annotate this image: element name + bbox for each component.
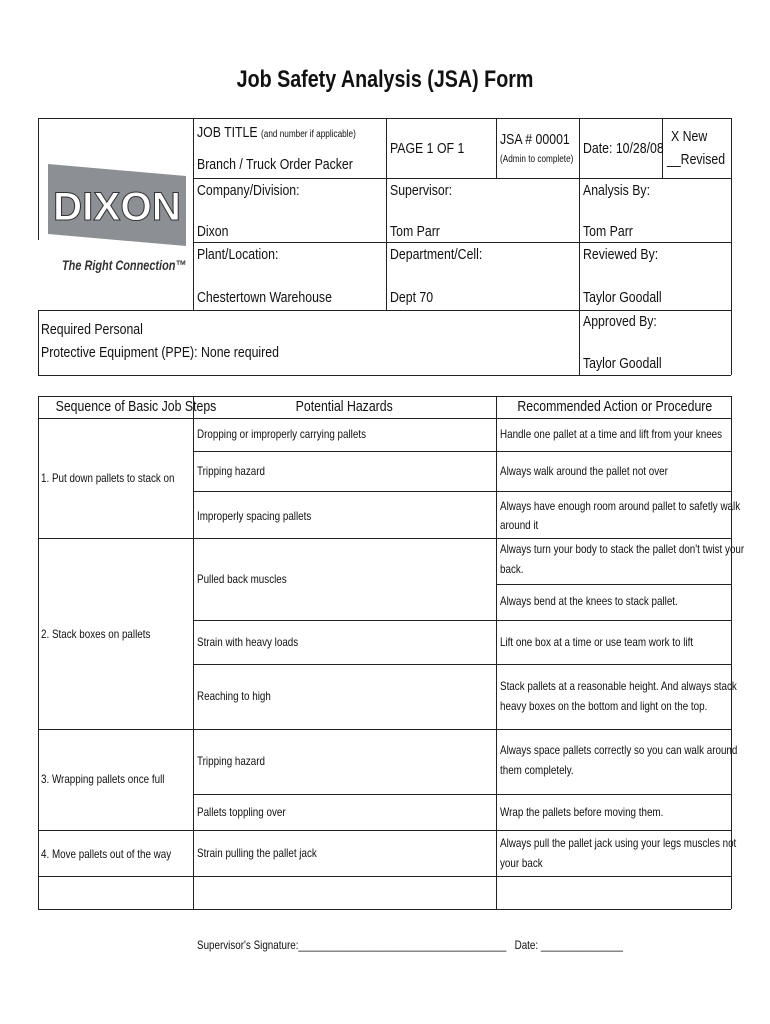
action: Always have enough room around pallet to safetly walk (500, 499, 741, 513)
analysis-label: Analysis By: (583, 182, 650, 199)
supervisor-value: Tom Parr (390, 223, 440, 240)
status-new: X New (671, 128, 708, 145)
hazard: Improperly spacing pallets (197, 509, 312, 523)
action: Handle one pallet at a time and lift from your knees (500, 427, 723, 441)
action: them completely. (500, 763, 574, 777)
jsa-note: (Admin to complete) (500, 154, 574, 165)
page-number: PAGE 1 OF 1 (390, 140, 465, 157)
dixon-logo (44, 160, 190, 250)
hazard: Strain pulling the pallet jack (197, 846, 317, 860)
action: Always turn your body to stack the pallet don't twist your (500, 542, 745, 556)
form-title: Job Safety Analysis (JSA) Form (236, 66, 534, 93)
ppe-label: Required Personal (41, 321, 143, 338)
jsa-number: JSA # 00001 (500, 131, 570, 148)
action: heavy boxes on the bottom and light on the top. (500, 699, 708, 713)
hazard: Tripping hazard (197, 754, 266, 768)
hazard: Reaching to high (197, 689, 271, 703)
action: Always walk around the pallet not over (500, 464, 668, 478)
hazard: Tripping hazard (197, 464, 266, 478)
col-header-steps: Sequence of Basic Job Steps (55, 398, 217, 415)
plant-value: Chestertown Warehouse (197, 289, 332, 306)
job-title-label: JOB TITLE (and number if applicable) (197, 124, 356, 141)
logo-wordmark: DIXON (53, 185, 181, 229)
action: Stack pallets at a reasonable height. And always stack (500, 679, 737, 693)
action: Lift one box at a time or use team work to lift (500, 635, 694, 649)
action: Always pull the pallet jack using your legs muscles not (500, 836, 737, 850)
supervisor-label: Supervisor: (390, 182, 453, 199)
analysis-value: Tom Parr (583, 223, 633, 240)
dept-label: Department/Cell: (390, 246, 483, 263)
form-date: Date: 10/28/08 (583, 140, 664, 157)
approved-value: Taylor Goodall (583, 355, 662, 372)
job-step: 1. Put down pallets to stack on (41, 471, 175, 485)
action: back. (500, 562, 524, 576)
dixon-logo-icon (44, 160, 190, 250)
action: Always bend at the knees to stack pallet. (500, 594, 678, 608)
hazard: Strain with heavy loads (197, 635, 299, 649)
company-label: Company/Division: (197, 182, 300, 199)
action: your back (500, 856, 543, 870)
company-value: Dixon (197, 223, 229, 240)
dept-value: Dept 70 (390, 289, 434, 306)
hazard: Pulled back muscles (197, 572, 287, 586)
action: Always space pallets correctly so you can walk around (500, 743, 738, 757)
job-step: 2. Stack boxes on pallets (41, 627, 151, 641)
col-header-hazards: Potential Hazards (295, 398, 394, 415)
logo-tagline: The Right Connection™ (62, 257, 187, 273)
approved-label: Approved By: (583, 313, 657, 330)
plant-label: Plant/Location: (197, 246, 279, 263)
hazard: Pallets toppling over (197, 805, 286, 819)
reviewed-label: Reviewed By: (583, 246, 659, 263)
job-step: 3. Wrapping pallets once full (41, 772, 165, 786)
status-revised: __Revised (667, 151, 726, 168)
signature-line: Supervisor's Signature:______________________________________ Date: _______________ (197, 938, 623, 952)
action: Wrap the pallets before moving them. (500, 805, 664, 819)
job-title-value: Branch / Truck Order Packer (197, 156, 353, 173)
hazard: Dropping or improperly carrying pallets (197, 427, 366, 441)
action: around it (500, 518, 539, 532)
reviewed-value: Taylor Goodall (583, 289, 662, 306)
job-step: 4. Move pallets out of the way (41, 847, 172, 861)
ppe-value: Protective Equipment (PPE): None required (41, 344, 279, 361)
col-header-actions: Recommended Action or Procedure (517, 398, 713, 415)
